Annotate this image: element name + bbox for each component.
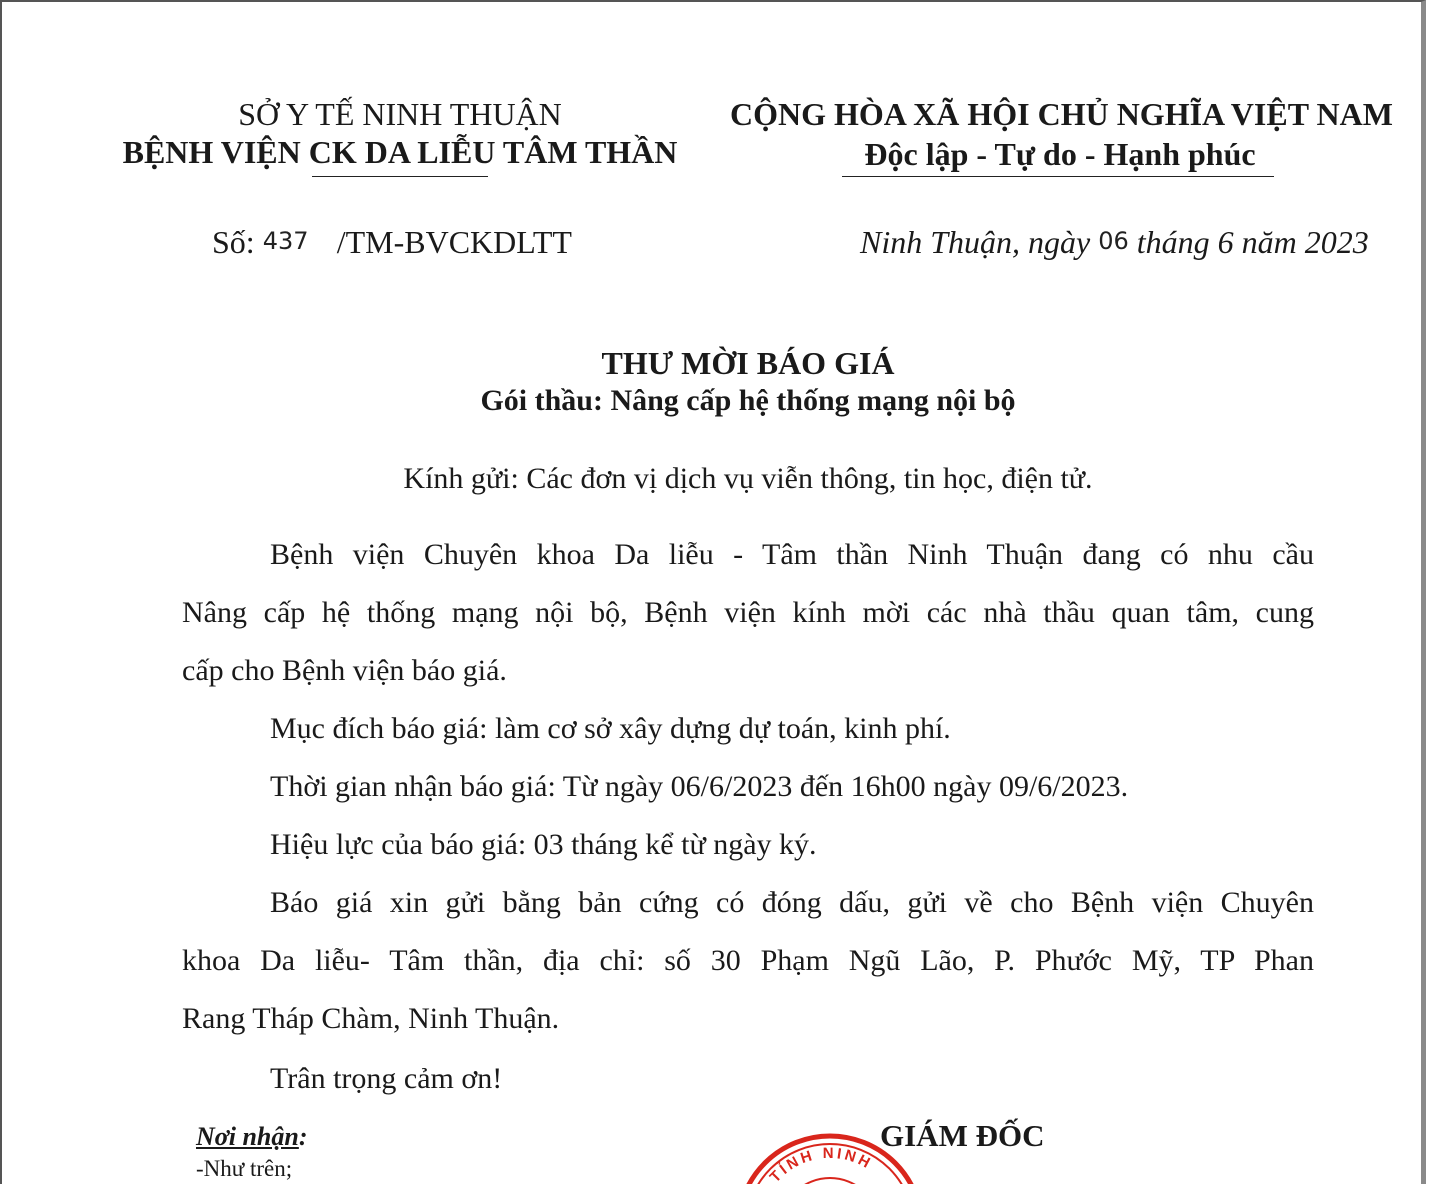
date-prefix: Ninh Thuận, ngày xyxy=(860,224,1091,260)
document-title: THƯ MỜI BÁO GIÁ xyxy=(601,345,895,381)
paragraph-5-line-3: Rang Tháp Chàm, Ninh Thuận. xyxy=(182,1002,560,1035)
paragraph-thanks: Trân trọng cảm ơn! xyxy=(270,1062,503,1095)
header-right-underline xyxy=(842,176,1274,177)
paragraph-purpose: Mục đích báo giá: làm cơ sở xây dựng dự toán, kinh phí. xyxy=(270,712,951,745)
recipients-colon: : xyxy=(298,1122,308,1151)
paragraph-time: Thời gian nhận báo giá: Từ ngày 06/6/2023 đến 16h00 ngày 09/6/2023. xyxy=(270,770,1129,803)
so-suffix: /TM-BVCKDLTT xyxy=(336,224,572,260)
paragraph-validity: Hiệu lực của báo giá: 03 tháng kể từ ngày ký. xyxy=(270,828,817,861)
recipients-item: -Như trên; xyxy=(196,1156,293,1181)
official-stamp xyxy=(730,1118,920,1184)
paragraph-5-line-2: khoa Da liễu- Tâm thần, địa chỉ: số 30 Phạm Ngũ Lão, P. Phước Mỹ, TP Phan xyxy=(182,944,1314,977)
so-label: Số: xyxy=(212,224,255,260)
so-number-handwritten: 437 xyxy=(262,227,309,255)
header-ministry: SỞ Y TẾ NINH THUẬN xyxy=(238,96,562,132)
recipients-heading xyxy=(196,1122,308,1152)
signer-title: GIÁM ĐỐC xyxy=(880,1118,1045,1153)
stamp-text: TỈNH NINH xyxy=(766,1144,876,1184)
paragraph-1-line-2: Nâng cấp hệ thống mạng nội bộ, Bệnh viện kính mời các nhà thầu quan tâm, cung xyxy=(182,596,1314,629)
header-country: CỘNG HÒA XÃ HỘI CHỦ NGHĨA VIỆT NAM xyxy=(730,96,1393,132)
header-left-underline xyxy=(312,176,488,177)
date-suffix: tháng 6 năm 2023 xyxy=(1136,224,1369,260)
header-hospital: BỆNH VIỆN CK DA LIỄU TÂM THẦN xyxy=(122,134,678,170)
document-date xyxy=(860,224,1369,261)
paragraph-1-line-1: Bệnh viện Chuyên khoa Da liễu - Tâm thần Ninh Thuận đang có nhu cầu xyxy=(270,538,1314,571)
recipients-label: Nơi nhận xyxy=(196,1122,299,1151)
paragraph-5-line-1: Báo giá xin gửi bằng bản cứng có đóng dấu, gửi về cho Bệnh viện Chuyên xyxy=(270,886,1314,919)
document-subtitle: Gói thầu: Nâng cấp hệ thống mạng nội bộ xyxy=(480,384,1016,417)
date-day-handwritten: 06 xyxy=(1098,227,1129,255)
document-number xyxy=(212,224,572,261)
paragraph-1-line-3: cấp cho Bệnh viện báo giá. xyxy=(182,654,507,687)
salutation: Kính gửi: Các đơn vị dịch vụ viễn thông, tin học, điện tử. xyxy=(403,462,1093,495)
header-motto: Độc lập - Tự do - Hạnh phúc xyxy=(864,136,1256,172)
